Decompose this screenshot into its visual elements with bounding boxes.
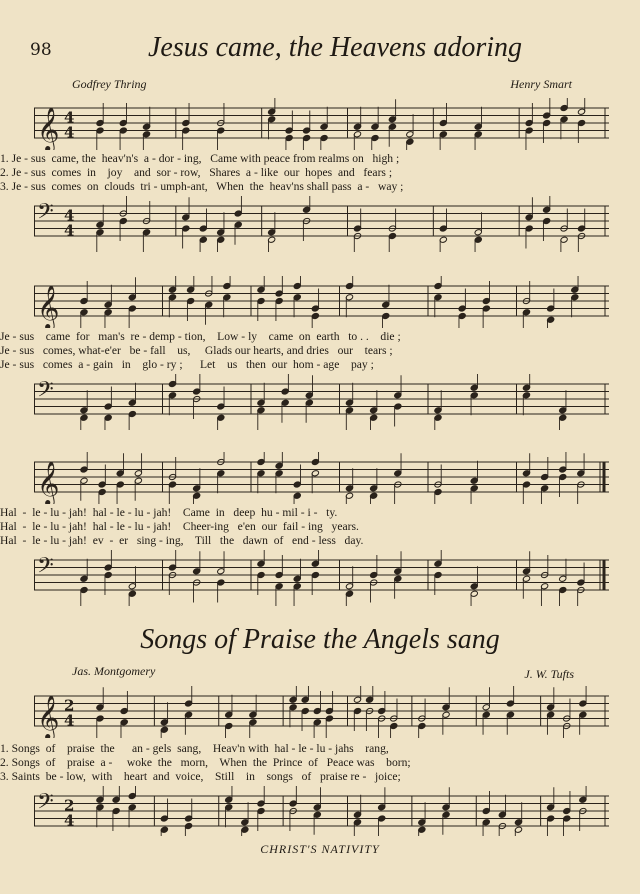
hymn1-author: Godfrey Thring xyxy=(72,77,147,91)
lyric-line-3: 3. Saints be - low, with heart and voice, Still in songs of praise re - joice; xyxy=(0,770,401,783)
lyric-line-1: 1. Songs of praise the an - gels sang, Heav'n with hal - le - lu - jahs rang, xyxy=(0,742,389,755)
treble-staff xyxy=(34,686,609,738)
lyric-line-1: 1. Je - sus came, the heav'n's a - dor - ing, Came with peace from realms on high ; xyxy=(0,152,400,165)
svg-text:4: 4 xyxy=(64,221,75,240)
lyric-line-1: Je - sus came for man's re - demp - tion, Low - ly came on earth to . . die ; xyxy=(0,330,401,343)
lyric-line-2: 2. Je - sus comes in joy and sor - row, Shares a - like our hopes and fears ; xyxy=(0,166,393,179)
svg-text:4: 4 xyxy=(64,711,75,730)
svg-text:𝄢: 𝄢 xyxy=(37,553,54,584)
svg-text:𝄞: 𝄞 xyxy=(37,285,60,328)
treble-staff xyxy=(34,98,609,150)
svg-text:4: 4 xyxy=(64,206,75,225)
page-number: 98 xyxy=(30,40,52,60)
lyric-line-2: 2. Songs of praise a - woke the morn, When the Prince of Peace was born; xyxy=(0,756,411,769)
svg-text:𝄢: 𝄢 xyxy=(37,199,54,230)
bass-staff xyxy=(34,550,609,606)
hymn2-title: Songs of Praise the Angels sang xyxy=(140,624,500,655)
svg-text:2: 2 xyxy=(64,696,75,715)
bass-staff xyxy=(34,786,609,836)
lyric-line-1: Hal - le - lu - jah! hal - le - lu - jah! Came in deep hu - mil - i - ty. xyxy=(0,506,338,519)
svg-text:4: 4 xyxy=(64,108,75,127)
svg-text:2: 2 xyxy=(64,796,75,815)
treble-staff xyxy=(34,452,609,504)
hymn2-composer: J. W. Tufts xyxy=(524,667,574,681)
lyric-line-3: Hal - le - lu - jah! ev - er sing - ing, Till the dawn of end - less day. xyxy=(0,534,364,547)
bass-staff xyxy=(34,196,609,252)
bass-staff xyxy=(34,374,609,430)
svg-text:𝄞: 𝄞 xyxy=(37,695,60,738)
svg-text:𝄞: 𝄞 xyxy=(37,461,60,504)
svg-text:𝄢: 𝄢 xyxy=(37,377,54,408)
hymn2-author: Jas. Montgomery xyxy=(72,664,156,678)
svg-text:4: 4 xyxy=(64,811,75,830)
hymn1-title: Jesus came, the Heavens adoring xyxy=(147,32,522,63)
lyric-line-2: Hal - le - lu - jah! hal - le - lu - jah! Cheer-ing e'en our fail - ing years. xyxy=(0,520,359,533)
lyric-line-3: Je - sus comes a - gain in glo - ry ; Let us then our hom - age pay ; xyxy=(0,358,374,371)
svg-text:4: 4 xyxy=(64,123,75,142)
page-footer: CHRIST'S NATIVITY xyxy=(260,842,380,856)
hymn1-composer: Henry Smart xyxy=(510,77,572,91)
svg-text:𝄢: 𝄢 xyxy=(37,789,54,820)
lyric-line-3: 3. Je - sus comes on clouds tri - umph-ant, When the heav'ns shall pass a - way ; xyxy=(0,180,404,193)
lyric-line-2: Je - sus comes, what-e'er be - fall us, Glads our hearts, and dries our tears ; xyxy=(0,344,393,357)
treble-staff xyxy=(34,276,609,328)
svg-text:𝄞: 𝄞 xyxy=(37,107,60,150)
